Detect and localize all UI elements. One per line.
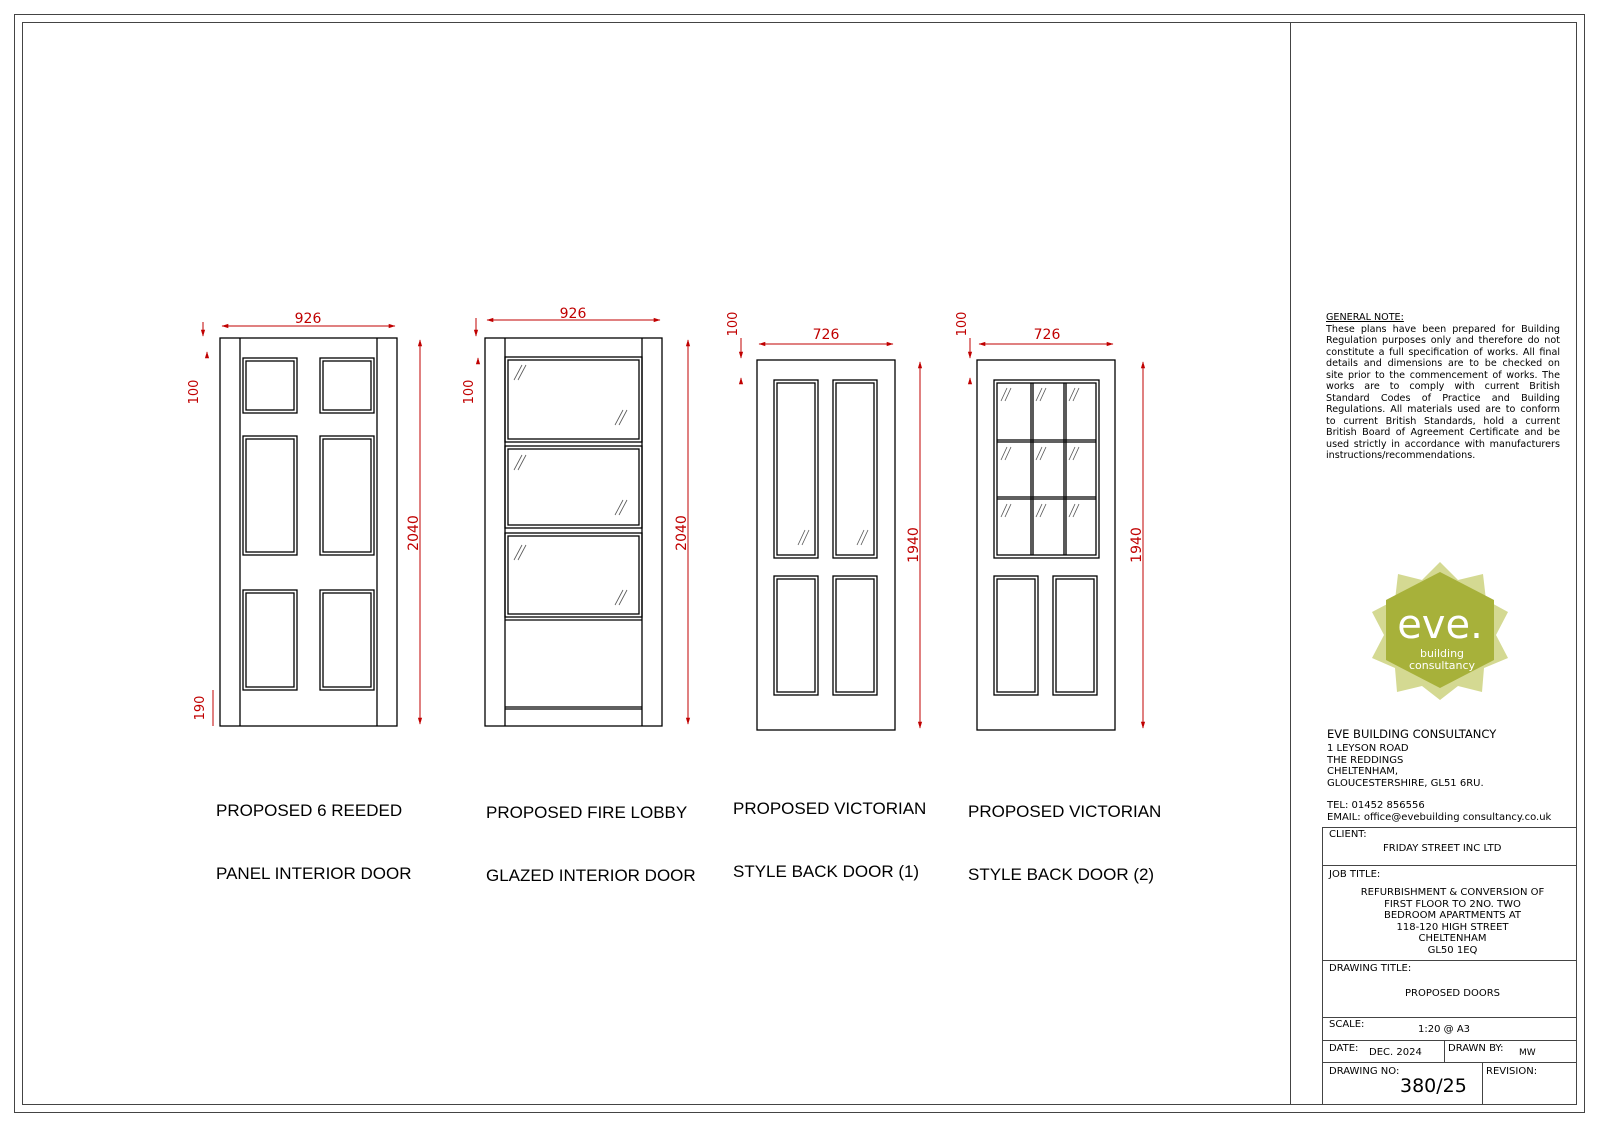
door-4-top-gap-dim: 100	[955, 311, 970, 337]
company-address-line1: 1 LEYSON ROAD	[1327, 743, 1409, 754]
door-2-top-gap-dim: 100	[462, 379, 477, 405]
company-email: EMAIL: office@evebuilding consultancy.co.uk	[1327, 812, 1552, 823]
tb-line-left	[1322, 827, 1323, 1105]
scale-value: 1:20 @ A3	[1418, 1024, 1471, 1035]
door-1-caption-line2: PANEL INTERIOR DOOR	[216, 864, 412, 883]
logo-main-text: eve.	[1397, 602, 1483, 648]
company-tel: TEL: 01452 856556	[1327, 800, 1425, 811]
tb-line-scale-top	[1322, 1017, 1577, 1018]
date-value: DEC. 2024	[1369, 1047, 1422, 1058]
job-title-line4: 118-120 HIGH STREET	[1396, 921, 1509, 933]
company-address-line4: GLOUCESTERSHIRE, GL51 6RU.	[1327, 777, 1484, 789]
job-title-line6: GL50 1EQ	[1427, 944, 1478, 956]
tb-line-revision-divider	[1482, 1062, 1483, 1105]
revision-label: REVISION:	[1486, 1066, 1538, 1077]
tb-line-title-top	[1322, 960, 1577, 961]
job-title-line3: BEDROOM APARTMENTS AT	[1383, 910, 1521, 921]
door-2-height-dim: 2040	[674, 515, 690, 551]
door-2-fire-lobby-glazed	[485, 338, 662, 726]
door-2-caption-line1: PROPOSED FIRE LOBBY	[486, 803, 688, 822]
job-title-label: JOB TITLE:	[1329, 869, 1381, 880]
drawn-by-value: MW	[1519, 1048, 1536, 1058]
job-title-line1: REFURBISHMENT & CONVERSION OF	[1360, 887, 1545, 898]
tb-line-job-top	[1322, 865, 1577, 866]
door-1-height-dim: 2040	[406, 515, 422, 551]
client-value: FRIDAY STREET INC LTD	[1383, 843, 1502, 854]
door-1-six-panel	[220, 338, 397, 726]
door-2-caption	[486, 760, 696, 907]
title-block-divider	[1290, 22, 1291, 1105]
eve-logo	[1370, 560, 1510, 700]
door-3-caption	[733, 756, 926, 903]
tb-line-client-top	[1322, 827, 1577, 828]
general-note	[1326, 312, 1560, 462]
door-2-glazing-marks	[514, 365, 627, 605]
door-1-width-dim: 926	[294, 311, 322, 327]
door-3-top-gap-dim: 100	[726, 311, 741, 337]
door-4-height-dim: 1940	[1129, 527, 1145, 563]
door-4-caption	[968, 759, 1161, 906]
door-1-caption	[216, 758, 412, 905]
door-3-dimensions	[741, 338, 920, 728]
job-title-line5: CHELTENHAM	[1418, 933, 1487, 944]
logo-sub-building: building	[1419, 647, 1465, 660]
door-1-caption-line1: PROPOSED 6 REEDED	[216, 801, 403, 820]
date-label: DATE:	[1329, 1043, 1359, 1054]
tb-line-date-top	[1322, 1040, 1577, 1041]
drawn-by-label: DRAWN BY:	[1448, 1043, 1504, 1054]
door-3-victorian-back-door-1	[757, 360, 895, 730]
door-3-caption-line1: PROPOSED VICTORIAN	[733, 799, 927, 818]
general-note-heading: GENERAL NOTE:	[1326, 312, 1404, 323]
tb-line-date-divider	[1444, 1040, 1445, 1062]
door-4-caption-line1: PROPOSED VICTORIAN	[968, 802, 1162, 821]
tb-line-drawingno-top	[1322, 1062, 1577, 1063]
door-1-dimensions	[203, 322, 420, 726]
door-3-width-dim: 726	[812, 327, 840, 343]
logo-sub-consultancy: consultancy	[1408, 659, 1476, 672]
job-title-value	[1330, 887, 1575, 956]
door-4-caption-line2: STYLE BACK DOOR (2)	[968, 865, 1155, 884]
door-3-height-dim: 1940	[906, 527, 922, 563]
door-4-victorian-back-door-2	[977, 360, 1115, 730]
drawing-no-label: DRAWING NO:	[1329, 1066, 1400, 1077]
client-label: CLIENT:	[1329, 829, 1367, 840]
drawing-no-value: 380/25	[1400, 1075, 1467, 1097]
company-address	[1327, 743, 1484, 789]
drawing-title-value: PROPOSED DOORS	[1404, 988, 1501, 999]
company-address-line2: THE REDDINGS	[1327, 754, 1404, 766]
job-title-line2: FIRST FLOOR TO 2NO. TWO	[1384, 898, 1521, 910]
door-2-width-dim: 926	[559, 306, 587, 322]
general-note-body: These plans have been prepared for Building Regulation purposes only and therefore do not constitute a full specification of works. All final details and dimensions are to be checked on site prior to the commencement of works. The works are to comply with current British Standard Codes of Practice and Building Regulations. All materials used are to conform to current British Standards, hold a current British Board of Agreement Certificate and be used strictly in accordance with manufacturers instructions/recommendations.	[1326, 323, 1560, 461]
drawing-title-label: DRAWING TITLE:	[1329, 963, 1412, 974]
company-address-line3: CHELTENHAM,	[1327, 766, 1399, 777]
door-3-caption-line2: STYLE BACK DOOR (1)	[733, 862, 920, 881]
door-4-width-dim: 726	[1033, 327, 1061, 343]
door-2-caption-line2: GLAZED INTERIOR DOOR	[486, 866, 696, 885]
door-1-top-gap-dim: 100	[187, 379, 202, 405]
door-1-bottom-rail-dim: 190	[193, 695, 208, 721]
company-name: EVE BUILDING CONSULTANCY	[1327, 727, 1497, 741]
scale-label: SCALE:	[1329, 1019, 1365, 1030]
